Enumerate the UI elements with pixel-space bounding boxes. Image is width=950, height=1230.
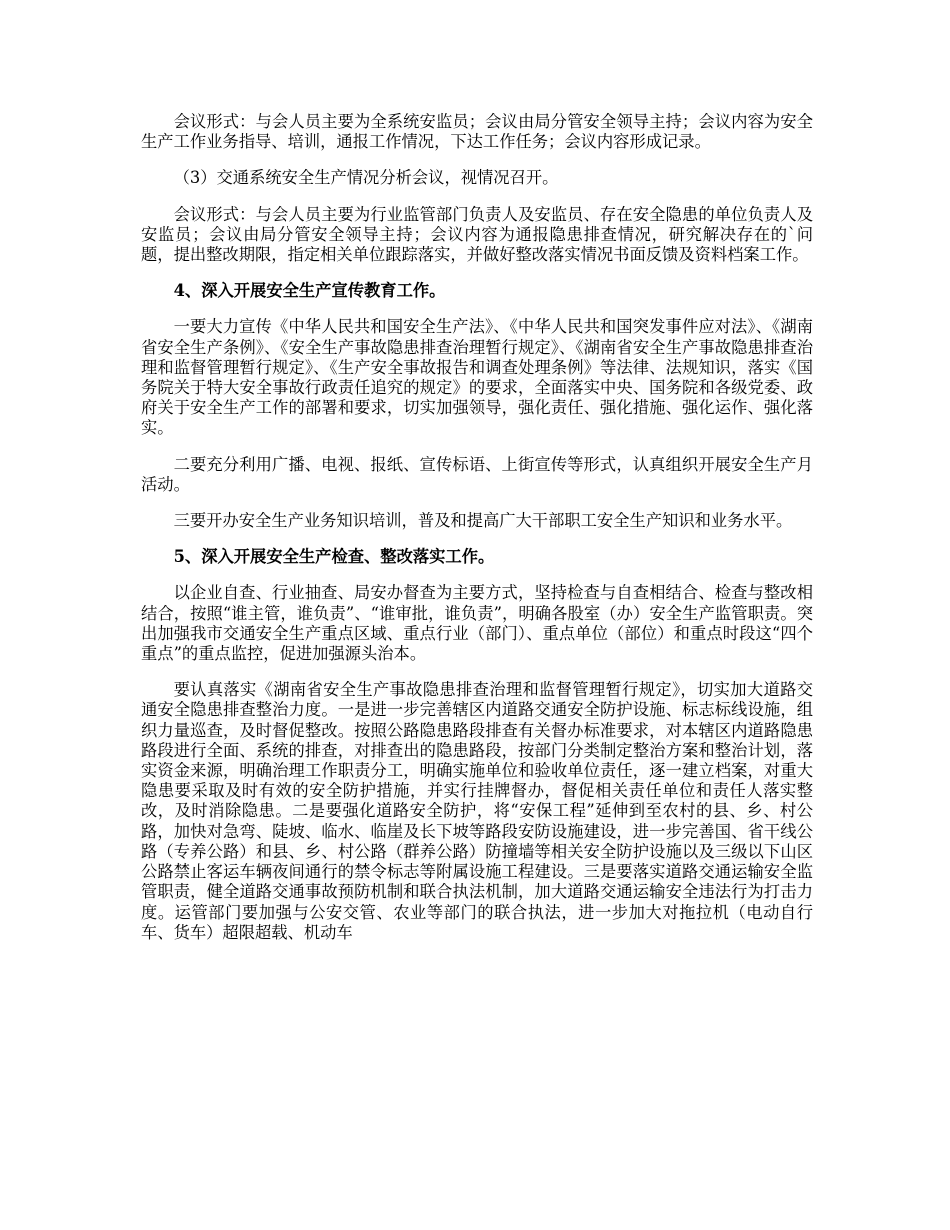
paragraph-publicity-3: 三要开办安全生产业务知识培训，普及和提高广大干部职工安全生产知识和业务水平。 bbox=[173, 511, 793, 531]
section-heading-4: 4、深入开展安全生产宣传教育工作。 bbox=[173, 281, 446, 301]
paragraph-publicity-1: 一要大力宣传《中华人民共和国安全生产法》、《中华人民共和国突发事件应对法》、《湖南省安全生产条例》、《安全生产事故隐患排查治理暂行规定》、《湖南省安全生产事故隐患排查治理和监督管理暂行规定》、《生产安全事故报告和调查处理条例》等法律、法规知识，落实《国务院关于特大安全事故行政责任追究的规定》的要求，全面落实中央、国务院和各级党委、政府关于安全生产工作的部署和要求，切实加强领导，强化责任、强化措施、强化运作、强化落实。 bbox=[141, 317, 813, 438]
document-body bbox=[141, 112, 813, 959]
paragraph-inspection-1: 以企业自查、行业抽查、局安办督查为主要方式，坚持检查与自查相结合、检查与整改相结合，按照“谁主管，谁负责”、“谁审批，谁负责”，明确各股室（办）安全生产监管职责。突出加强我市交通安全生产重点区域、重点行业（部门）、重点单位（部位）和重点时段这“四个重点”的重点监控，促进加强源头治本。 bbox=[141, 583, 813, 664]
section-heading-5: 5、深入开展安全生产检查、整改落实工作。 bbox=[173, 547, 495, 567]
paragraph-meeting-3: （3）交通系统安全生产情况分析会议，视情况召开。 bbox=[173, 168, 559, 188]
paragraph-meeting-form-2: 会议形式：与会人员主要为行业监管部门负责人及安监员、存在安全隐患的单位负责人及安监员；会议由局分管安全领导主持；会议内容为通报隐患排查情况，研究解决存在的`问题，提出整改期限，指定相关单位跟踪落实，并做好整改落实情况书面反馈及资料档案工作。 bbox=[141, 204, 813, 265]
paragraph-publicity-2: 二要充分利用广播、电视、报纸、宣传标语、上街宣传等形式，认真组织开展安全生产月活动。 bbox=[141, 454, 813, 494]
paragraph-inspection-2: 要认真落实《湖南省安全生产事故隐患排查治理和监督管理暂行规定》，切实加大道路交通安全隐患排查整治力度。一是进一步完善辖区内道路交通安全防护设施、标志标线设施，组织力量巡查，及时督促整改。按照公路隐患路段排查有关督办标准要求，对本辖区内道路隐患路段进行全面、系统的排查，对排查出的隐患路段，按部门分类制定整治方案和整治计划，落实资金来源，明确治理工作职责分工，明确实施单位和验收单位责任，逐一建立档案，对重大隐患要采取及时有效的安全防护措施，并实行挂牌督办，督促相关责任单位和责任人落实整改，及时消除隐患。二是要强化道路安全防护，将“安保工程”延伸到至农村的县、乡、村公路，加快对急弯、陡坡、临水、临崖及长下坡等路段安防设施建设，进一步完善国、省干线公路（专养公路）和县、乡、村公路（群养公路）防撞墙等相关安全防护设施以及三级以下山区公路禁止客运车辆夜间通行的禁令标志等附属设施工程建设。三是要落实道路交通运输安全监管职责，健全道路交通事故预防机制和联合执法机制，加大道路交通运输安全违法行为打击力度。运管部门要加强与公安交管、农业等部门的联合执法，进一步加大对拖拉机（电动自行车、货车）超限超载、机动车 bbox=[141, 680, 813, 942]
paragraph-meeting-form-1: 会议形式：与会人员主要为全系统安监员；会议由局分管安全领导主持；会议内容为安全生产工作业务指导、培训，通报工作情况，下达工作任务；会议内容形成记录。 bbox=[141, 112, 813, 152]
